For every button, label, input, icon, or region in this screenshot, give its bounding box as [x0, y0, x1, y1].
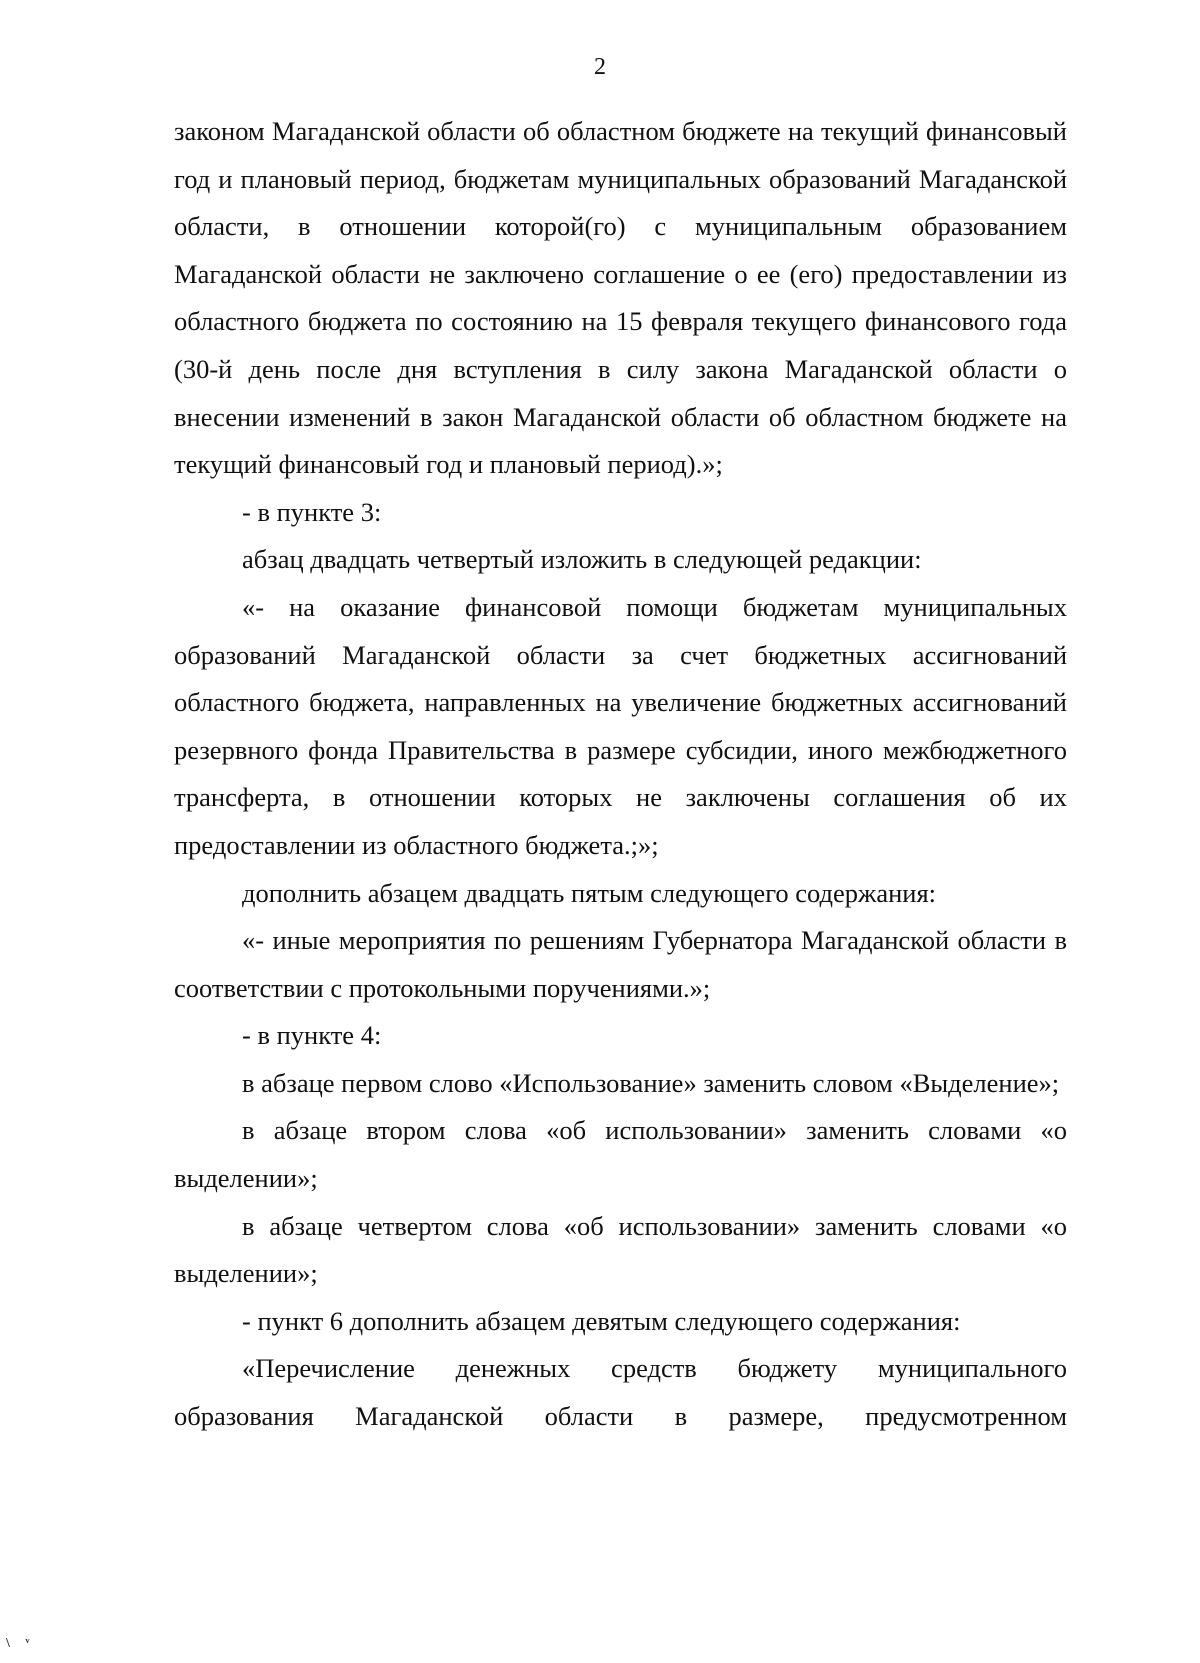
- paragraph-replace-second: в абзаце втором слова «об использовании» заменить словами «о выделении»;: [174, 1115, 1067, 1194]
- paragraph-quote-financial-aid: «- на оказание финансовой помощи бюджетам муниципальных образований Магаданской области за счет бюджетных ассигнований областного бюджета, направленных на увеличение бюджетных ассигнований резервного фонда Правительства в размере субсидии, иного межбюджетного трансферта, в отношении которых не заключены соглашения об их предоставлении из областного бюджета.;»;: [174, 591, 1067, 860]
- page-number: 2: [594, 54, 606, 80]
- paragraph-add-25: дополнить абзацем двадцать пятым следующего содержания:: [242, 877, 937, 908]
- paragraph-quote-transfer: «Перечисление денежных средств бюджету муниципального образования Магаданской области в размере, предусмотренном: [174, 1353, 1067, 1432]
- paragraph-item-point-6: - пункт 6 дополнить абзацем девятым следующего содержания:: [242, 1305, 961, 1336]
- paragraph-item-point-4: - в пункте 4:: [242, 1020, 382, 1051]
- paragraph-continuation: законом Магаданской области об областном бюджете на текущий финансовый год и плановый период, бюджетам муниципальных образований Магаданской области, в отношении которой(го) с муниципальным образованием Магаданской области не заключено соглашение о ее (его) предоставлении из областного бюджета по состоянию на 15 февраля текущего финансового года (30-й день после дня вступления в силу закона Магаданской области о внесении изменений в закон Магаданской области об областном бюджете на текущий финансовый год и плановый период).»;: [174, 116, 1067, 480]
- scan-mark: \ ᵛ: [6, 1636, 36, 1651]
- paragraph-replace-fourth: в абзаце четвертом слова «об использовании» заменить словами «о выделении»;: [174, 1210, 1067, 1289]
- paragraph-quote-other-measures: «- иные мероприятия по решениям Губернатора Магаданской области в соответствии с протокольными поручениями.»;: [174, 925, 1067, 1003]
- paragraph-item-point-3: - в пункте 3:: [242, 496, 382, 527]
- paragraph-amend-24: абзац двадцать четвертый изложить в следующей редакции:: [242, 544, 922, 575]
- paragraph-replace-first: в абзаце первом слово «Использование» заменить словом «Выделение»;: [242, 1067, 1060, 1098]
- document-body: [174, 108, 1067, 1441]
